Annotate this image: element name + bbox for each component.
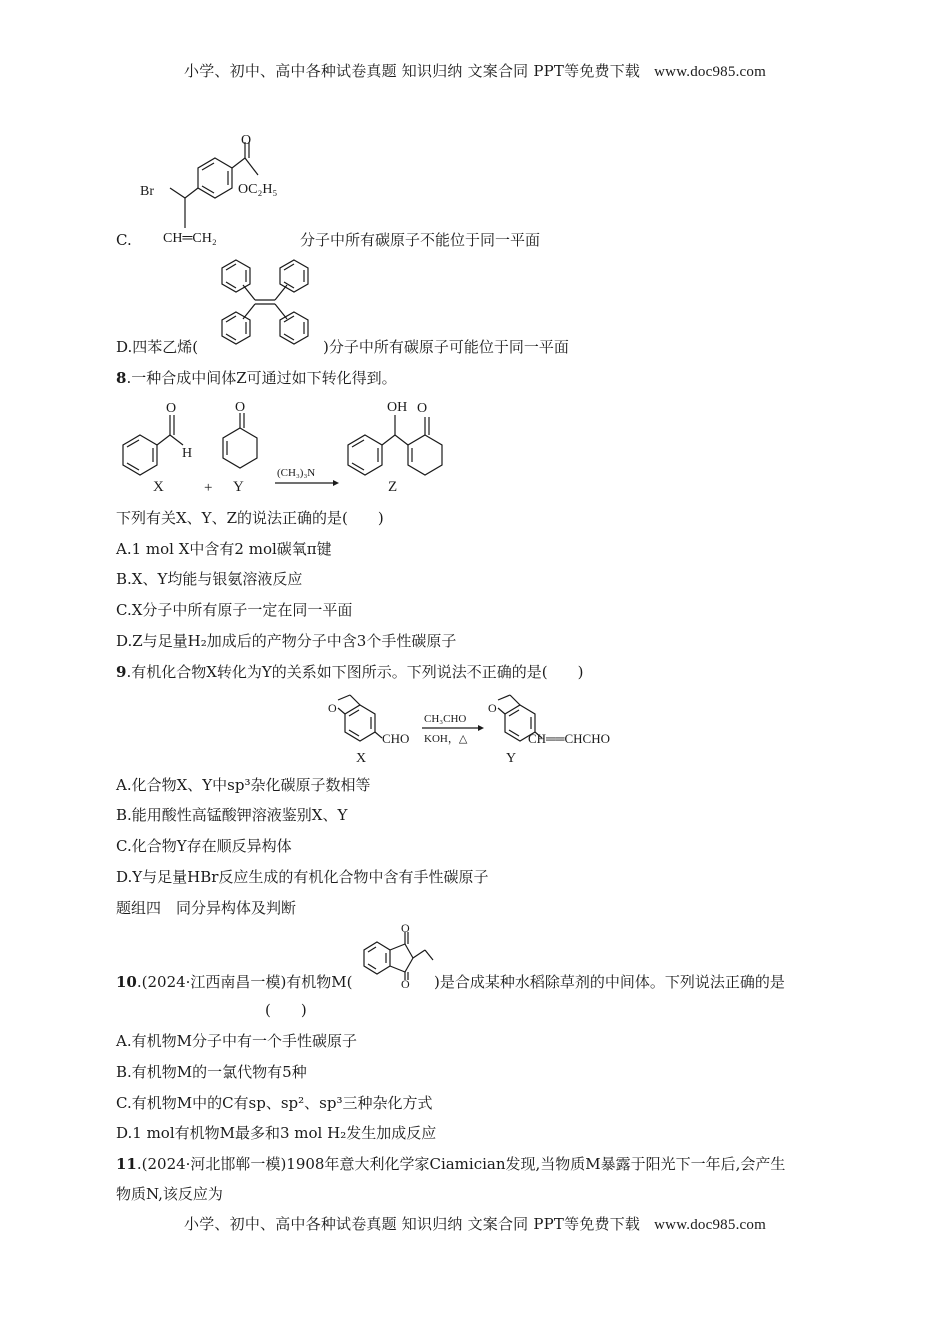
- x-label: X: [153, 479, 164, 495]
- option-c-label: C.: [116, 231, 132, 249]
- x-h-label: H: [182, 446, 193, 461]
- reagent-top: CH₃CHO: [424, 713, 467, 725]
- reagent-q8: (CH₃)₃N: [277, 467, 316, 479]
- option-c-text: 分子中所有碳原子不能位于同一平面: [300, 231, 541, 249]
- option-d-suffix: )分子中所有碳原子可能位于同一平面: [323, 338, 569, 356]
- question-9-stem: [116, 662, 584, 682]
- z-oh-label: OH: [387, 400, 408, 415]
- x-ring-o-label: O: [328, 701, 337, 715]
- question-10-text-2: )是合成某种水稻除草剂的中间体。下列说法正确的是: [434, 973, 785, 991]
- structure-d-tetraphenylethylene: [210, 255, 320, 355]
- z-label: Z: [388, 479, 398, 495]
- group-4-heading: 题组四 同分异构体及判断: [116, 899, 297, 917]
- ester-label: OC₂H₅: [238, 182, 278, 197]
- question-8-number: 8: [116, 369, 127, 387]
- question-10-text: .(2024·江西南昌一模)有机物M(: [136, 973, 353, 991]
- question-8-ask: 下列有关X、Y、Z的说法正确的是( ): [116, 509, 384, 527]
- structure-c: [130, 130, 310, 250]
- y-side-label: CH══CHCHO: [528, 731, 610, 746]
- x9-label: X: [356, 751, 367, 766]
- question-11-stem: [116, 1154, 785, 1174]
- question-9-option-c: C.化合物Y存在顺反异构体: [116, 837, 292, 855]
- vinyl-label: CH═CH₂: [163, 231, 217, 246]
- scheme-q8: [115, 395, 455, 500]
- question-9-option-b: B.能用酸性高锰酸钾溶液鉴别X、Y: [116, 806, 348, 824]
- question-10-stem: [116, 972, 353, 992]
- plus-sign: +: [204, 480, 213, 496]
- question-11-text: .(2024·河北邯郸一模)1908年意大利化学家Ciamician发现,当物质M暴露于阳光下一年后,会产生: [136, 1155, 786, 1173]
- m-bottom-o-label: O: [401, 977, 410, 991]
- m-top-o-label: O: [401, 921, 410, 935]
- z-o-label: O: [417, 401, 428, 416]
- question-9-option-a: A.化合物X、Y中sp³杂化碳原子数相等: [116, 776, 371, 794]
- question-10-number: 10: [116, 973, 137, 991]
- structure-m: [355, 921, 445, 991]
- carbonyl-o-label: O: [241, 133, 252, 148]
- question-10-paren: ( ): [265, 1001, 307, 1019]
- x-o-label: O: [166, 401, 177, 416]
- question-8-stem: [116, 368, 397, 388]
- y-ring-o-label: O: [488, 701, 497, 715]
- question-11-text-2: 物质N,该反应为: [116, 1185, 223, 1203]
- question-10-option-c: C.有机物M中的C有sp、sp²、sp³三种杂化方式: [116, 1094, 433, 1112]
- page-footer: [0, 1213, 950, 1234]
- question-8-option-c: C.X分子中所有原子一定在同一平面: [116, 601, 353, 619]
- question-11-number: 11: [116, 1155, 137, 1173]
- question-8-text: .一种合成中间体Z可通过如下转化得到。: [126, 369, 397, 387]
- y9-label: Y: [506, 751, 517, 766]
- scheme-q9: [320, 690, 630, 768]
- question-10-option-d: D.1 mol有机物M最多和3 mol H₂发生加成反应: [116, 1124, 437, 1142]
- option-d-prefix: D.四苯乙烯(: [116, 338, 199, 356]
- y-label: Y: [233, 479, 244, 495]
- x-cho-label: CHO: [382, 731, 410, 746]
- question-10-option-a: A.有机物M分子中有一个手性碳原子: [116, 1032, 357, 1050]
- footer-url: www.doc985.com: [654, 1217, 766, 1233]
- question-8-option-b: B.X、Y均能与银氨溶液反应: [116, 570, 303, 588]
- question-8-option-d: D.Z与足量H₂加成后的产物分子中含3个手性碳原子: [116, 632, 457, 650]
- header-url: www.doc985.com: [654, 64, 766, 80]
- question-10-option-b: B.有机物M的一氯代物有5种: [116, 1063, 307, 1081]
- question-8-option-a: A.1 mol X中含有2 mol碳氧π键: [116, 540, 332, 558]
- footer-text: 小学、初中、高中各种试卷真题 知识归纳 文案合同 PPT等免费下载: [184, 1215, 641, 1233]
- question-9-option-d: D.Y与足量HBr反应生成的有机化合物中含有手性碳原子: [116, 868, 489, 886]
- br-label: Br: [140, 184, 154, 199]
- y-o-label: O: [235, 400, 246, 415]
- question-9-text: .有机化合物X转化为Y的关系如下图所示。下列说法不正确的是( ): [126, 663, 584, 681]
- header-text: 小学、初中、高中各种试卷真题 知识归纳 文案合同 PPT等免费下载: [184, 62, 641, 80]
- question-9-number: 9: [116, 663, 127, 681]
- page-header: [0, 60, 950, 81]
- reagent-bottom: KOH，△: [424, 733, 468, 745]
